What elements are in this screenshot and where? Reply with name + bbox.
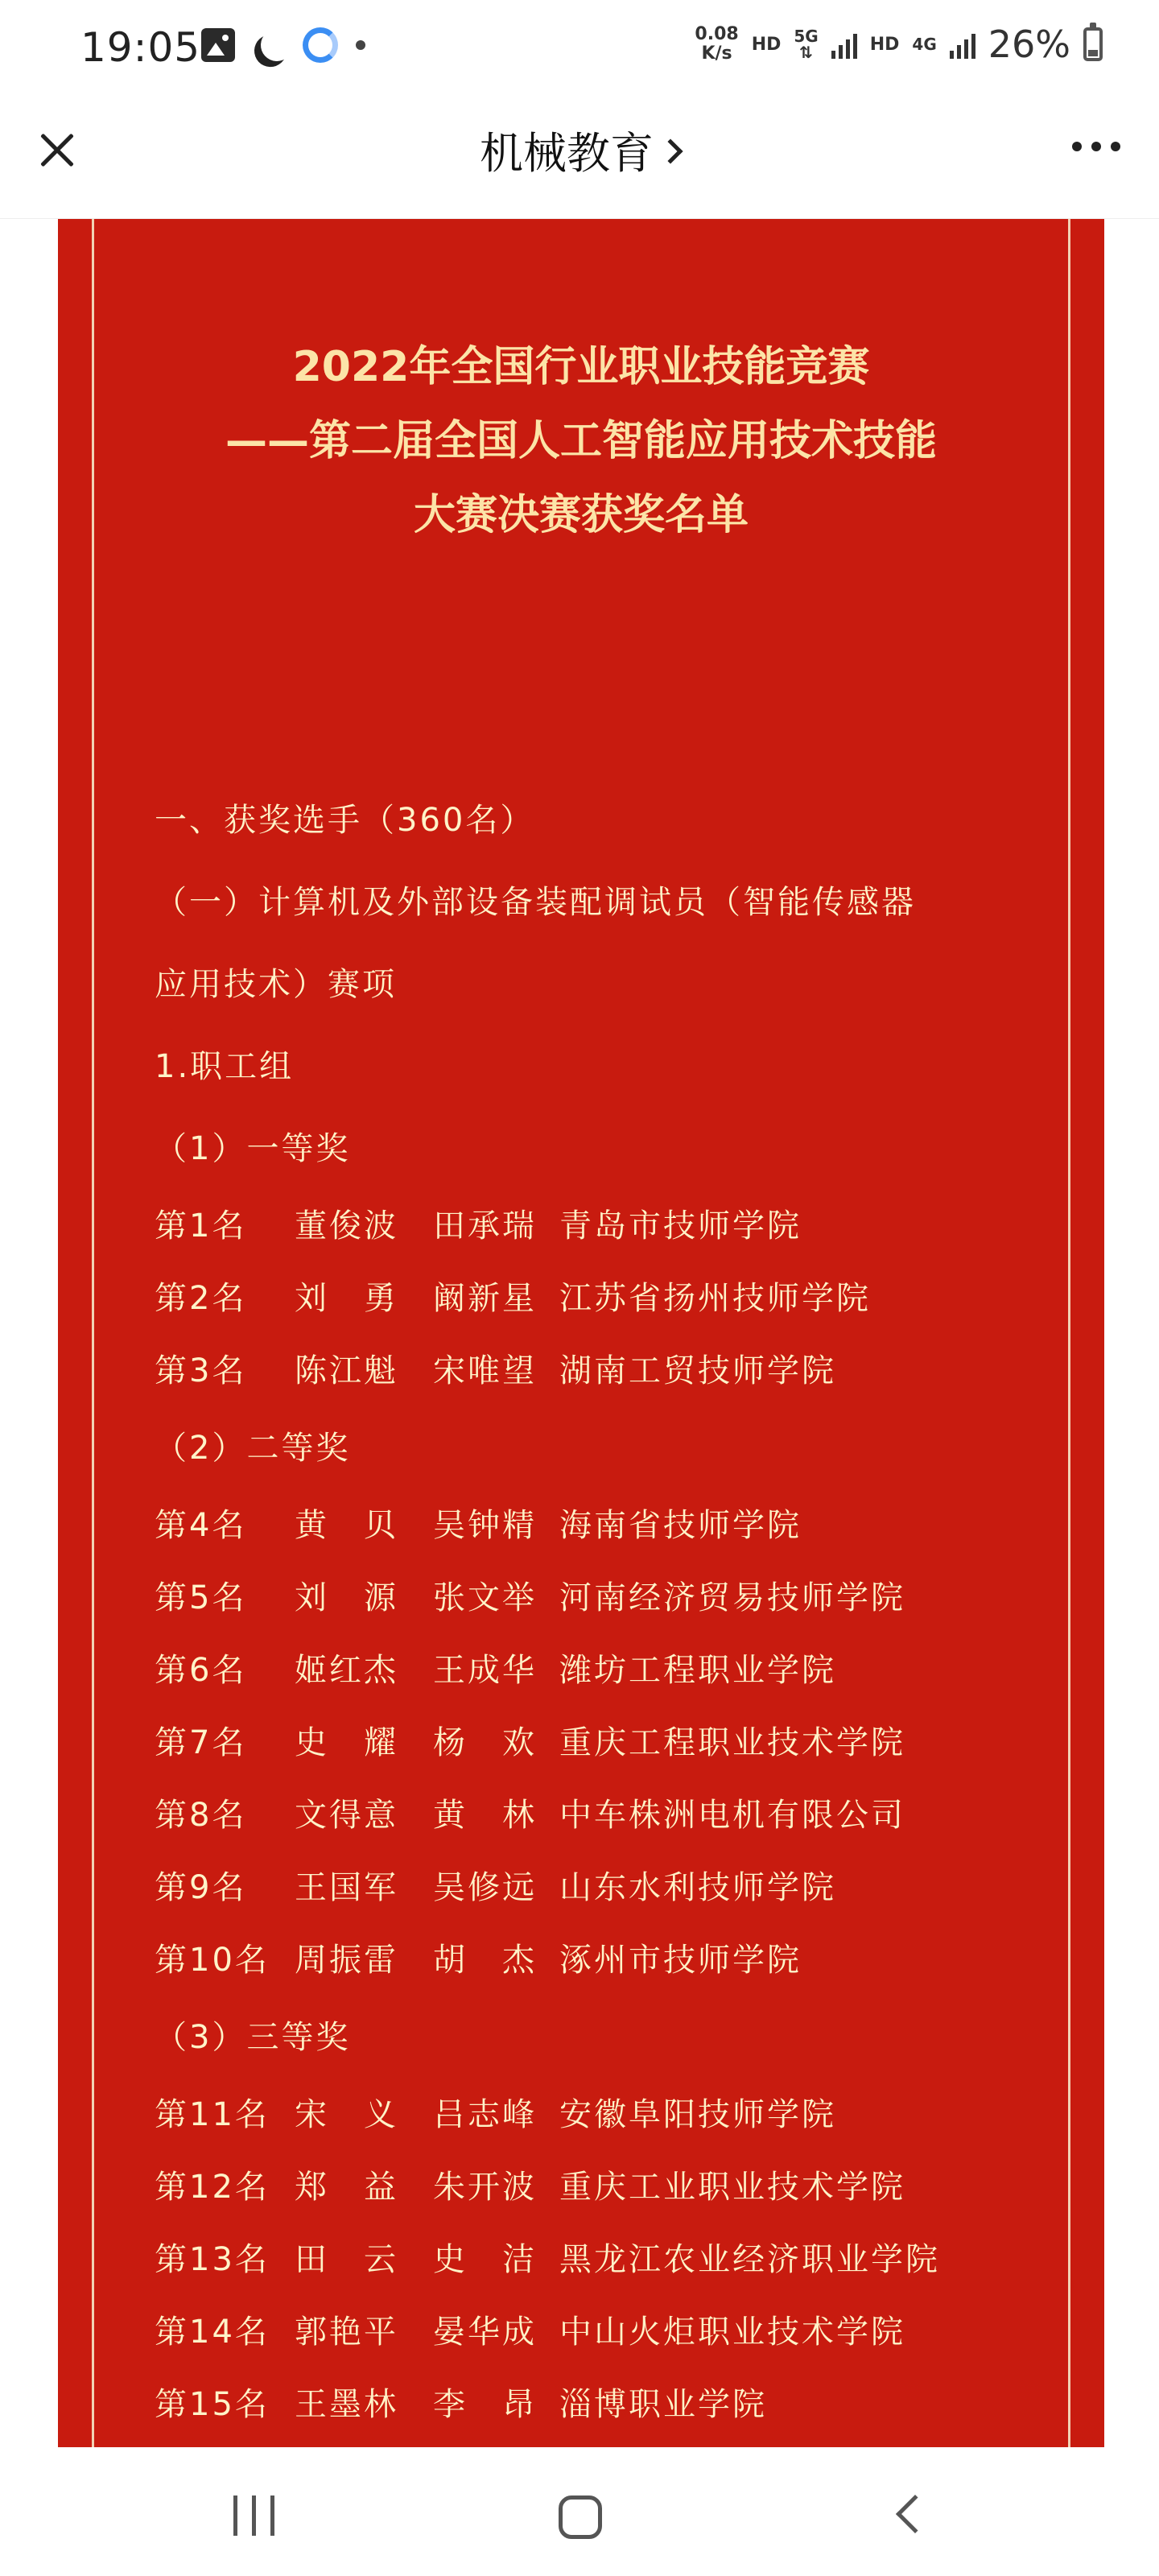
prize-heading-third: （3）三等奖 [155,2019,351,2056]
award-school: 海南省技师学院 [559,1507,802,1544]
award-row [155,1562,1072,1634]
award-winner-names: 刘 勇 阚新星 [295,1280,537,1317]
moon-icon [256,24,297,65]
hd-label: HD [751,34,782,55]
section-heading: 一、获奖选手（360名） [155,802,535,839]
network-type-label: 5G [794,27,819,46]
award-school: 中车株洲电机有限公司 [559,1797,905,1834]
award-winner-names: 姬红杰 王成华 [295,1652,537,1689]
award-school: 江苏省扬州技师学院 [559,1280,871,1317]
chevron-right-icon [658,139,683,164]
status-time: 19:05 [80,24,201,71]
dot-icon [356,40,365,50]
award-row [155,2296,1072,2368]
second-prize-list [155,1489,1072,1996]
network-type2-label: 4G [912,35,937,54]
award-winner-names: 宋 义 吕志峰 [295,2096,537,2133]
award-winner-names: 周振雷 胡 杰 [295,1942,537,1979]
award-row [155,1489,1072,1562]
award-rank: 第13名 [155,2241,270,2278]
award-school: 涿州市技师学院 [559,1942,802,1979]
poster-title [58,330,1104,552]
award-rank: 第1名 [155,1208,247,1245]
hd-label-2: HD [869,34,900,55]
prize-heading-second: （2）二等奖 [155,1430,351,1467]
network-type [794,28,818,60]
award-rank: 第4名 [155,1507,247,1544]
award-winner-names: 王国军 吴修远 [295,1869,537,1906]
award-winner-names: 郭艳平 晏华成 [295,2314,537,2351]
poster-border-left [92,219,94,2447]
award-winner-names: 文得意 黄 林 [295,1797,537,1834]
recent-apps-icon[interactable] [233,2496,274,2536]
award-row [155,1852,1072,1924]
award-winner-names: 王墨林 李 昂 [295,2386,537,2423]
back-icon[interactable] [896,2495,934,2533]
award-rank: 第14名 [155,2314,270,2351]
poster-title-line-2: ——第二届全国人工智能应用技术技能 [225,417,937,465]
award-rank: 第15名 [155,2386,270,2423]
photo-icon [201,28,235,62]
status-right [695,23,1103,66]
award-rank: 第10名 [155,1942,270,1979]
award-rank: 第5名 [155,1579,247,1616]
award-row [155,2151,1072,2223]
award-row [155,1779,1072,1852]
battery-percent: 26% [988,23,1070,66]
award-school: 青岛市技师学院 [559,1208,802,1245]
award-row [155,1707,1072,1779]
award-row [155,1262,1072,1335]
award-school: 潍坊工程职业学院 [559,1652,836,1689]
award-school: 湖南工贸技师学院 [559,1352,836,1389]
award-winner-names: 董俊波 田承瑞 [295,1208,537,1245]
award-school: 安徽阜阳技师学院 [559,2096,836,2133]
poster-title-line-1: 2022年全国行业职业技能竞赛 [292,343,870,391]
award-school: 山东水利技师学院 [559,1869,836,1906]
award-school: 重庆工业职业技术学院 [559,2169,905,2206]
award-rank: 第12名 [155,2169,270,2206]
prize-heading-first: （1）一等奖 [155,1130,351,1167]
more-icon[interactable] [1072,142,1120,151]
signal-icon-2 [950,30,975,59]
award-winner-names: 郑 益 朱开波 [295,2169,537,2206]
net-speed [695,25,738,64]
net-speed-unit: K/s [701,43,732,64]
signal-icon [831,30,857,59]
award-row [155,2079,1072,2151]
award-school: 黑龙江农业经济职业学院 [559,2241,940,2278]
subsection-heading-line-2: 应用技术）赛项 [155,966,397,1003]
award-rank: 第2名 [155,1280,247,1317]
third-prize-list [155,2079,1072,2441]
poster-content [155,779,1072,2441]
award-rank: 第3名 [155,1352,247,1389]
award-row [155,2223,1072,2296]
status-left-icons [201,27,365,63]
award-rank: 第11名 [155,2096,270,2133]
app-bar [0,95,1159,219]
award-school: 淄博职业学院 [559,2386,767,2423]
award-winner-names: 黄 贝 吴钟精 [295,1507,537,1544]
award-rank: 第8名 [155,1797,247,1834]
award-winner-names: 陈江魁 宋唯望 [295,1352,537,1389]
award-winner-names: 史 耀 杨 欢 [295,1724,537,1761]
award-row [155,2368,1072,2441]
net-speed-value: 0.08 [695,24,739,44]
battery-icon [1083,27,1103,61]
award-winner-names: 刘 源 张文举 [295,1579,537,1616]
app-title: 机械教育 [480,128,654,179]
award-school: 河南经济贸易技师学院 [559,1579,905,1616]
ring-icon [303,27,338,63]
award-rank: 第6名 [155,1652,247,1689]
award-school: 重庆工程职业技术学院 [559,1724,905,1761]
system-nav-bar [0,2447,1159,2576]
network-type-2 [912,36,936,52]
data-arrows-icon: ⇅ [799,43,813,62]
award-row [155,1190,1072,1262]
first-prize-list [155,1190,1072,1407]
award-winner-names: 田 云 史 洁 [295,2241,537,2278]
award-school: 中山火炬职业技术学院 [559,2314,905,2351]
poster-title-line-3: 大赛决赛获奖名单 [413,491,749,539]
award-row [155,1924,1072,1996]
home-icon[interactable] [559,2496,602,2539]
award-rank: 第9名 [155,1869,247,1906]
award-poster [58,219,1104,2447]
award-row [155,1634,1072,1707]
group-heading: 1.职工组 [155,1048,295,1085]
award-row [155,1335,1072,1407]
subsection-heading-line-1: （一）计算机及外部设备装配调试员（智能传感器 [155,884,916,921]
award-rank: 第7名 [155,1724,247,1761]
status-bar [0,0,1159,95]
account-title-link[interactable] [0,119,1159,181]
